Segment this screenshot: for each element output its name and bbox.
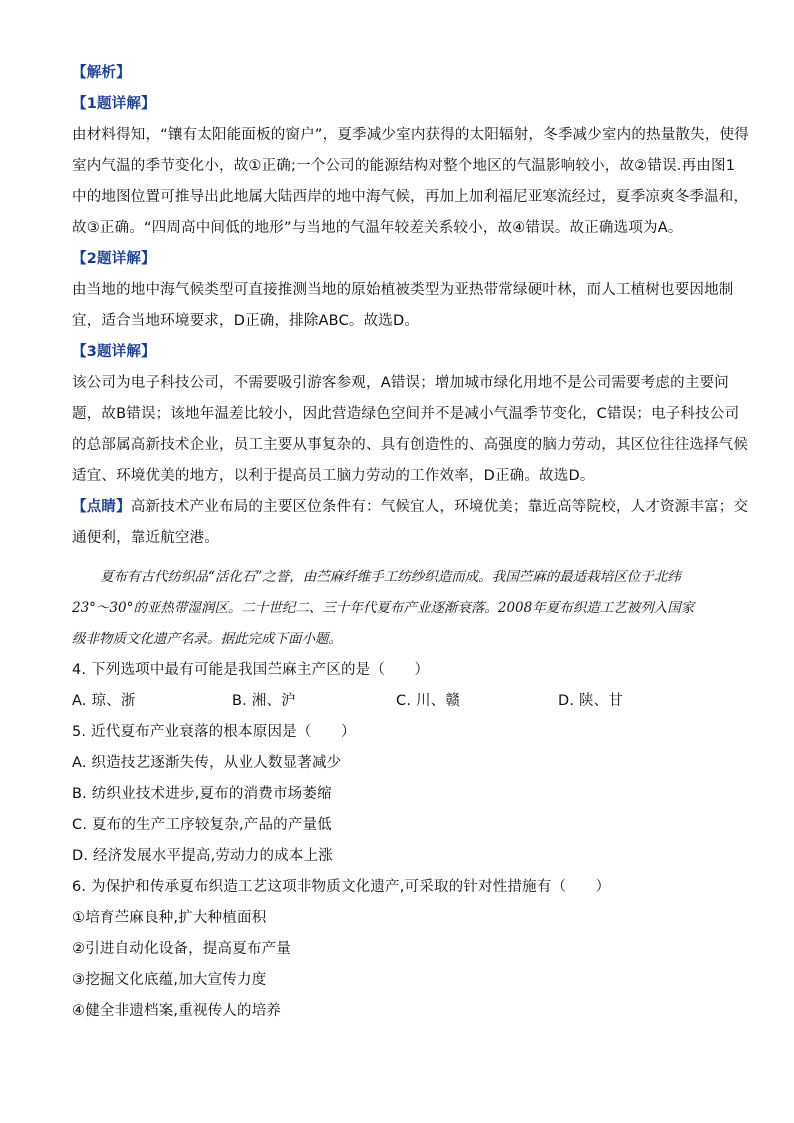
q3-detail-line: 的总部属高新技术企业，员工主要从事复杂的、具有创造性的、高强度的脑力劳动，其区位往往选择气候 [72, 437, 749, 453]
q2-detail-line: 宜，适合当地环境要求，D正确，排除ABC。故选D。 [72, 313, 420, 329]
question-6-item-3: ③挖掘文化底蕴,加大宣传力度 [72, 972, 267, 988]
question-4-option-d[interactable]: D. 陕、甘 [558, 693, 624, 709]
question-5-option-c[interactable]: C. 夏布的生产工序较复杂,产品的产量低 [72, 817, 332, 833]
question-4-option-c[interactable]: C. 川、赣 [396, 693, 461, 709]
tip-text: 高新技术产业布局的主要区位条件有：气候宜人，环境优美；靠近高等院校，人才资源丰富；交 [130, 499, 749, 515]
q2-detail-header: 【2题详解】 [72, 251, 156, 267]
tip-header: 【点睛】 [72, 499, 131, 515]
tip-line [72, 492, 749, 523]
question-6-stem: 6. 为保护和传承夏布织造工艺这项非物质文化遗产,可采取的针对性措施有（ ） [72, 879, 611, 895]
q2-detail-line: 由当地的地中海气候类型可直接推测当地的原始植被类型为亚热带常绿硬叶林，而人工植树也要因地制 [72, 282, 734, 298]
question-4-stem: 4. 下列选项中最有可能是我国苎麻主产区的是（ ） [72, 662, 430, 678]
q3-detail-header: 【3题详解】 [72, 344, 156, 360]
question-6-item-2: ②引进自动化设备，提高夏布产量 [72, 941, 291, 957]
question-6-item-1: ①培育苎麻良种,扩大种植面积 [72, 910, 267, 926]
q3-detail-line: 该公司为电子科技公司，不需要吸引游客参观，A错误；增加城市绿化用地不是公司需要考虑的主要问 [72, 375, 729, 391]
passage-line: 夏布有古代纺织品“活化石”之誉，由苎麻纤维手工纺纱织造而成。我国苎麻的最适栽培区位于北纬 [100, 569, 681, 585]
questions-section [72, 655, 722, 1027]
question-4-options [72, 686, 722, 717]
analysis-section [72, 58, 749, 554]
question-4-option-a[interactable]: A. 琼、浙 [72, 693, 136, 709]
question-5-option-b[interactable]: B. 纺织业技术进步,夏布的消费市场萎缩 [72, 786, 332, 802]
passage-line: 23°～30°的亚热带湿润区。二十世纪二、三十年代夏布产业逐渐衰落。2008年夏布织造工艺被列入国家 [72, 600, 695, 616]
question-4-option-b[interactable]: B. 湘、沪 [232, 693, 296, 709]
question-5-option-d[interactable]: D. 经济发展水平提高,劳动力的成本上涨 [72, 848, 333, 864]
q1-detail-header: 【1题详解】 [72, 96, 156, 112]
q1-detail-line: 故③正确。“四周高中间低的地形”与当地的气温年较差关系较小，故④错误。故正确选项为A。 [72, 220, 683, 236]
passage-line: 级非物质文化遗产名录。据此完成下面小题。 [72, 631, 342, 647]
q3-detail-line: 适宜、环境优美的地方，以利于提高员工脑力劳动的工作效率，D正确。故选D。 [72, 468, 595, 484]
question-5-option-a[interactable]: A. 织造技艺逐渐失传，从业人数显著减少 [72, 755, 342, 771]
tip-line-continued: 通便利，靠近航空港。 [72, 530, 219, 546]
q1-detail-line: 中的地图位置可推导出此地属大陆西岸的地中海气候，再加上加利福尼亚寒流经过，夏季凉爽冬季温和， [72, 189, 749, 205]
analysis-header: 【解析】 [72, 65, 131, 81]
question-6-item-4: ④健全非遗档案,重视传人的培养 [72, 1003, 282, 1019]
reading-passage [72, 562, 722, 655]
q1-detail-line: 由材料得知，“镶有太阳能面板的窗户”，夏季减少室内获得的太阳辐射，冬季减少室内的热量散失，使得 [72, 127, 749, 143]
q1-detail-line: 室内气温的季节变化小，故①正确;一个公司的能源结构对整个地区的气温影响较小，故②错误.再由图1 [72, 158, 736, 174]
question-5-stem: 5. 近代夏布产业衰落的根本原因是（ ） [72, 724, 356, 740]
q3-detail-line: 题，故B错误；该地年温差比较小，因此营造绿色空间并不是减小气温季节变化，C错误；电子科技公司 [72, 406, 740, 422]
